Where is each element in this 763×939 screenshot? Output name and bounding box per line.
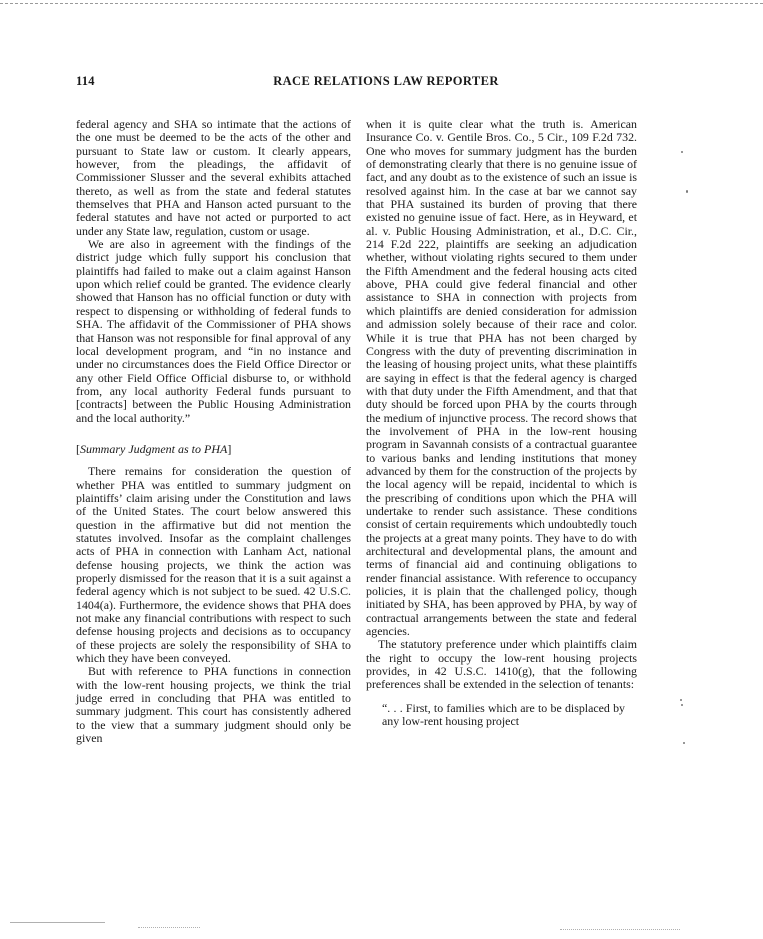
scan-speck <box>681 151 683 153</box>
right-paragraph-1: when it is quite clear what the truth is. American Insurance Co. v. Gentile Bros. Co., 5 Cir., 109 F.2d 732. One who moves for summary judgment has the burden of demonstrating clearly that there is no genuine issue of fact, and any doubt as to the existence of such an issue is resolved against him. In the case at bar we cannot say that PHA sustained its burden of proving that there existed no genuine issue of fact. Here, as in Heyward, et al. v. Public Housing Administration, et al., D.C. Cir., 214 F.2d 222, plaintiffs are seeking an adjudication whether, without violating rights secured to them under the Fifth Amendment and the federal housing acts cited above, PHA could give federal financial and other assistance to SHA in connection with projects from which plaintiffs are denied consideration for admission and admission solely because of their race and color. While it is true that PHA has not been charged by Congress with the duty of preventing discrimination in the leasing of housing project units, what these plaintiffs are saying in effect is that the federal agency is charged with that duty under the Fifth Amendment, and that that duty should be forced upon PHA by the courts through the medium of injunctive process. The record shows that the involvement of PHA in the low-rent housing program in Savannah consists of a contractual guarantee to various banks and lending institutions that money advanced by them for the construction of the projects by the local agency will be repaid, incidental to which is the prescribing of conditions upon which the PHA will undertake to render such assistance. These conditions consist of certain requirements which undoubtedly touch the projects at a great many points. They have to do with architectural and developmental plans, the amount and terms of financial aid and continuing obligations to render financial assistance. With reference to occupancy policies, it is plain that the challenged policy, though initiated by SHA, has been approved by PHA, by way of contractual arrangements between the state and federal agencies. <box>366 117 637 639</box>
bottom-rule <box>10 922 105 923</box>
running-title: RACE RELATIONS LAW REPORTER <box>273 74 499 88</box>
right-paragraph-2: The statutory preference under which plaintiffs claim the right to occupy the low-rent housing projects provides, in 42 U.S.C. 1410(g), that the following preferences shall be extended in the selection of tenants: <box>366 637 637 692</box>
page-header <box>76 74 696 94</box>
bottom-rule <box>560 929 680 930</box>
top-dashed-rule <box>0 3 763 4</box>
scan-speck <box>680 699 682 701</box>
right-column <box>366 118 637 728</box>
left-paragraph-4: But with reference to PHA functions in connection with the low-rent housing projects, we think the trial judge erred in concluding that PHA was entitled to summary judgment. This court has consistently adhered to the view that a summary judgment should only be given <box>76 664 351 746</box>
section-subheading: [Summary Judgment as to PHA] <box>76 441 232 456</box>
bottom-rule <box>138 927 200 928</box>
left-paragraph-2: We are also in agreement with the findings of the district judge which fully support his conclusion that plaintiffs had failed to make out a claim against Hanson upon which relief could be granted. The evidence clearly showed that Hanson has no official function or duty with respect to dispensing or withholding of federal funds to SHA. The affidavit of the Commissioner of PHA shows that Hanson was not responsible for final approval of any local development program, and “in no instance and under no circumstances does the Field Office Director or any other Field Office Official disburse to, or withhold from, any local authority Federal funds pursuant to [contracts] between the Public Housing Administration and the local authority.” <box>76 237 351 425</box>
left-column <box>76 118 351 745</box>
subheading-text: Summary Judgment as to PHA <box>80 441 228 456</box>
statute-quote: “. . . First, to families which are to be displaced by any low-rent housing project <box>382 700 625 729</box>
page-number: 114 <box>76 74 95 88</box>
left-paragraph-3: There remains for consideration the question of whether PHA was entitled to summary judgment on plaintiffs’ claim arising under the Constitution and laws of the United States. The court below answered this question in the affirmative but did not mention the statutes involved. Insofar as the complaint challenges acts of PHA in connection with Lanham Act, national defense housing projects, we think the action was properly dismissed for the reason that it is a suit against a federal agency which is not subject to be sued. 42 U.S.C. 1404(a). Furthermore, the evidence shows that PHA does not make any financial contributions with respect to such defense housing projects and decisions as to occupancy of these projects are solely the responsibility of SHA to which they have been conveyed. <box>76 464 351 666</box>
scan-speck <box>681 704 683 706</box>
scan-speck <box>683 742 685 744</box>
left-paragraph-1: federal agency and SHA so intimate that the actions of the one must be deemed to be the acts of the other and pursuant to State law or custom. It clearly appears, however, from the pleadings, the affidavit of Commissioner Slusser and the several exhibits attached thereto, as well as from the state and federal statutes themselves that PHA and Hanson acted pursuant to the federal statutes and have not acted or purported to act under any State law, regulation, custom or usage. <box>76 117 351 238</box>
scan-speck <box>686 190 688 193</box>
